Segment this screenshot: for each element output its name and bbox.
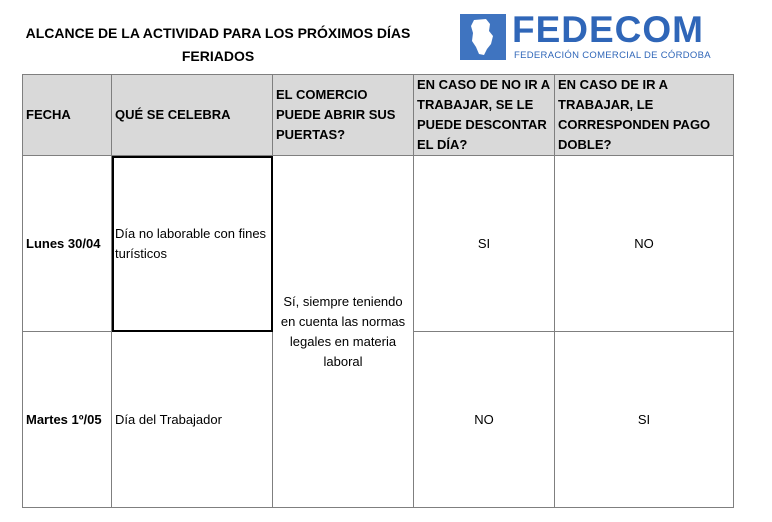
abrir-puertas-merged-cell[interactable]: Sí, siempre teniendo en cuenta las normas legales en materia laboral	[273, 156, 414, 508]
row-1-fecha[interactable]: Lunes 30/04	[23, 156, 112, 332]
header-abrir-puertas: EL COMERCIO PUEDE ABRIR SUS PUERTAS?	[273, 75, 414, 156]
row-1-descontar[interactable]: SI	[414, 156, 555, 332]
header-fecha: FECHA	[23, 75, 112, 156]
row-2-fecha[interactable]: Martes 1º/05	[23, 332, 112, 508]
logo-subtitle: FEDERACIÓN COMERCIAL DE CÓRDOBA	[514, 50, 711, 61]
fedecom-logo	[460, 9, 720, 62]
cordoba-map-icon	[460, 14, 506, 60]
table-header-row	[23, 75, 734, 156]
row-1-doble[interactable]: NO	[555, 156, 734, 332]
row-1-celebra[interactable]: Día no laborable con fines turísticos	[112, 156, 273, 332]
page-title: ALCANCE DE LA ACTIVIDAD PARA LOS PRÓXIMOS DÍAS FERIADOS	[25, 25, 411, 64]
row-2-doble[interactable]: SI	[555, 332, 734, 508]
row-2-celebra[interactable]: Día del Trabajador	[112, 332, 273, 508]
header-descontar-dia: EN CASO DE NO IR A TRABAJAR, SE LE PUEDE DESCONTAR EL DÍA?	[414, 75, 555, 156]
holiday-table	[22, 74, 734, 508]
logo-brand-name: FEDECOM	[512, 9, 704, 50]
header-que-se-celebra: QUÉ SE CELEBRA	[112, 75, 273, 156]
header-pago-doble: EN CASO DE IR A TRABAJAR, LE CORRESPONDEN PAGO DOBLE?	[555, 75, 734, 156]
table-row	[23, 156, 734, 332]
row-2-descontar[interactable]: NO	[414, 332, 555, 508]
